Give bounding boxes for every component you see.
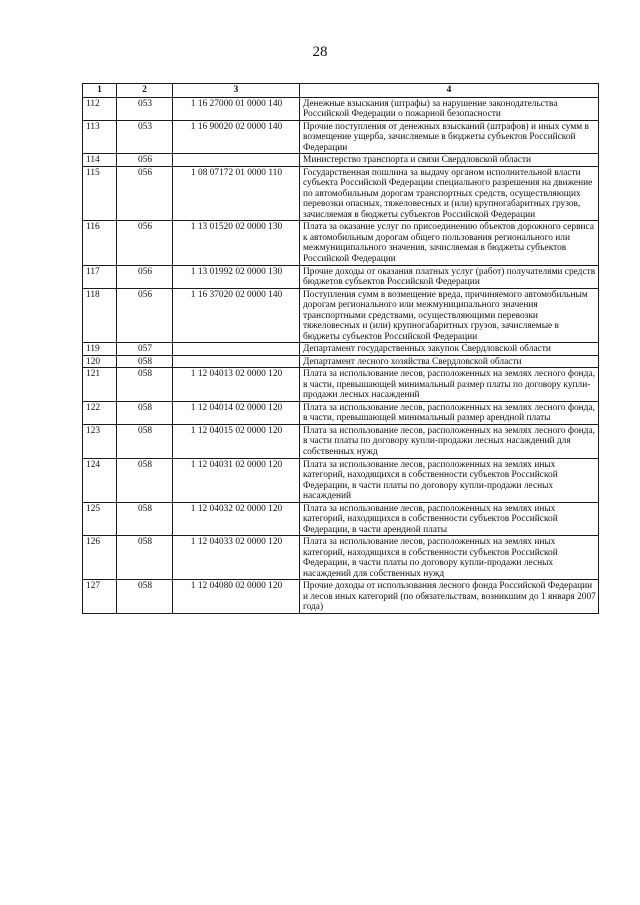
description-cell: Прочие поступления от денежных взысканий (штрафов) и иных сумм в возмещение ущерба, зачисляемые в бюджеты субъектов Российской Федерации: [300, 120, 599, 154]
table-row: [83, 458, 599, 502]
admin-code-cell: 058: [117, 536, 173, 580]
budget-code-cell: 1 12 04013 02 0000 120: [173, 368, 300, 402]
row-number-cell: 116: [83, 221, 117, 265]
table-row: [83, 401, 599, 424]
budget-code-cell: 1 12 04032 02 0000 120: [173, 502, 300, 536]
budget-code-cell: 1 08 07172 01 0000 110: [173, 166, 300, 221]
row-number-cell: 123: [83, 424, 117, 458]
table-row: [83, 368, 599, 402]
budget-code-cell: 1 12 04080 02 0000 120: [173, 580, 300, 614]
budget-code-cell: 1 16 90020 02 0000 140: [173, 120, 300, 154]
admin-code-cell: 056: [117, 166, 173, 221]
table-row: [83, 166, 599, 221]
table-row: [83, 265, 599, 288]
description-cell: Плата за использование лесов, расположенных на землях иных категорий, находящихся в собственности субъектов Российской Федерации, в части платы по договору купли-продажи лесных насаждений: [300, 458, 599, 502]
column-header-4: 4: [300, 84, 599, 98]
description-cell: Плата за использование лесов, расположенных на землях лесного фонда, в части, превышающей минимальный размер арендной платы: [300, 401, 599, 424]
row-number-cell: 114: [83, 154, 117, 167]
row-number-cell: 127: [83, 580, 117, 614]
description-cell: Поступления сумм в возмещение вреда, причиняемого автомобильным дорогам регионального или межмуниципального значения транспортными средствами, осуществляющими перевозки тяжеловесных и (или) крупногабаритных грузов, зачисляемые в бюджеты субъектов Российской Федерации: [300, 288, 599, 343]
table-row: [83, 502, 599, 536]
admin-code-cell: 058: [117, 355, 173, 368]
admin-code-cell: 058: [117, 502, 173, 536]
row-number-cell: 119: [83, 343, 117, 356]
admin-code-cell: 056: [117, 221, 173, 265]
admin-code-cell: 056: [117, 154, 173, 167]
table-row: [83, 343, 599, 356]
admin-code-cell: 058: [117, 424, 173, 458]
row-number-cell: 126: [83, 536, 117, 580]
description-cell: Денежные взыскания (штрафы) за нарушение законодательства Российской Федерации о пожарной безопасности: [300, 97, 599, 120]
admin-code-cell: 058: [117, 401, 173, 424]
column-header-1: 1: [83, 84, 117, 98]
table-body: [83, 97, 599, 613]
budget-code-cell: 1 12 04033 02 0000 120: [173, 536, 300, 580]
row-number-cell: 120: [83, 355, 117, 368]
budget-code-cell: [173, 343, 300, 356]
description-cell: Департамент государственных закупок Свердловской области: [300, 343, 599, 356]
table-row: [83, 424, 599, 458]
column-header-3: 3: [173, 84, 300, 98]
row-number-cell: 117: [83, 265, 117, 288]
description-cell: Плата за использование лесов, расположенных на землях иных категорий, находящихся в собственности субъектов Российской Федерации, в части арендной платы: [300, 502, 599, 536]
budget-code-cell: 1 12 04014 02 0000 120: [173, 401, 300, 424]
description-cell: Министерство транспорта и связи Свердловской области: [300, 154, 599, 167]
description-cell: Плата за использование лесов, расположенных на землях лесного фонда, в части, превышающей минимальный размер платы по договору купли-продажи лесных насаждений: [300, 368, 599, 402]
row-number-cell: 112: [83, 97, 117, 120]
admin-code-cell: 057: [117, 343, 173, 356]
row-number-cell: 115: [83, 166, 117, 221]
description-cell: Плата за использование лесов, расположенных на землях лесного фонда, в части платы по договору купли-продажи лесных насаждений для собственных нужд: [300, 424, 599, 458]
admin-code-cell: 058: [117, 580, 173, 614]
budget-code-cell: 1 13 01992 02 0000 130: [173, 265, 300, 288]
table-row: [83, 580, 599, 614]
description-cell: Прочие доходы от использования лесного фонда Российской Федерации и лесов иных категорий (по обязательствам, возникшим до 1 января 2007 года): [300, 580, 599, 614]
admin-code-cell: 058: [117, 368, 173, 402]
table-header-row: [83, 84, 599, 98]
table-row: [83, 221, 599, 265]
row-number-cell: 124: [83, 458, 117, 502]
column-header-2: 2: [117, 84, 173, 98]
table-row: [83, 154, 599, 167]
description-cell: Плата за оказание услуг по присоединению объектов дорожного сервиса к автомобильным дорогам общего пользования регионального или межмуниципального значения, зачисляемая в бюджеты субъектов Российской Федерации: [300, 221, 599, 265]
row-number-cell: 125: [83, 502, 117, 536]
row-number-cell: 122: [83, 401, 117, 424]
budget-code-cell: 1 16 27000 01 0000 140: [173, 97, 300, 120]
description-cell: Департамент лесного хозяйства Свердловской области: [300, 355, 599, 368]
budget-code-cell: 1 16 37020 02 0000 140: [173, 288, 300, 343]
page-number: 28: [312, 44, 328, 60]
row-number-cell: 113: [83, 120, 117, 154]
budget-code-cell: 1 12 04031 02 0000 120: [173, 458, 300, 502]
table-row: [83, 355, 599, 368]
description-cell: Плата за использование лесов, расположенных на землях иных категорий, находящихся в собственности субъектов Российской Федерации, в части платы по договору купли-продажи лесных насаждений для собственных нужд: [300, 536, 599, 580]
budget-code-cell: 1 13 01520 02 0000 130: [173, 221, 300, 265]
revenue-codes-table: [82, 83, 599, 614]
budget-code-cell: 1 12 04015 02 0000 120: [173, 424, 300, 458]
admin-code-cell: 058: [117, 458, 173, 502]
admin-code-cell: 056: [117, 265, 173, 288]
table-row: [83, 536, 599, 580]
description-cell: Государственная пошлина за выдачу органом исполнительной власти субъекта Российской Федерации специального разрешения на движение по автомобильным дорогам транспортных средств, осуществляющих перевозки опасных, тяжеловесных и (или) крупногабаритных грузов, зачисляемая в бюджеты субъектов Российской Федерации: [300, 166, 599, 221]
table-row: [83, 288, 599, 343]
admin-code-cell: 053: [117, 120, 173, 154]
budget-code-cell: [173, 154, 300, 167]
description-cell: Прочие доходы от оказания платных услуг (работ) получателями средств бюджетов субъектов Российской Федерации: [300, 265, 599, 288]
row-number-cell: 118: [83, 288, 117, 343]
table-row: [83, 120, 599, 154]
admin-code-cell: 056: [117, 288, 173, 343]
admin-code-cell: 053: [117, 97, 173, 120]
table-row: [83, 97, 599, 120]
row-number-cell: 121: [83, 368, 117, 402]
budget-code-cell: [173, 355, 300, 368]
